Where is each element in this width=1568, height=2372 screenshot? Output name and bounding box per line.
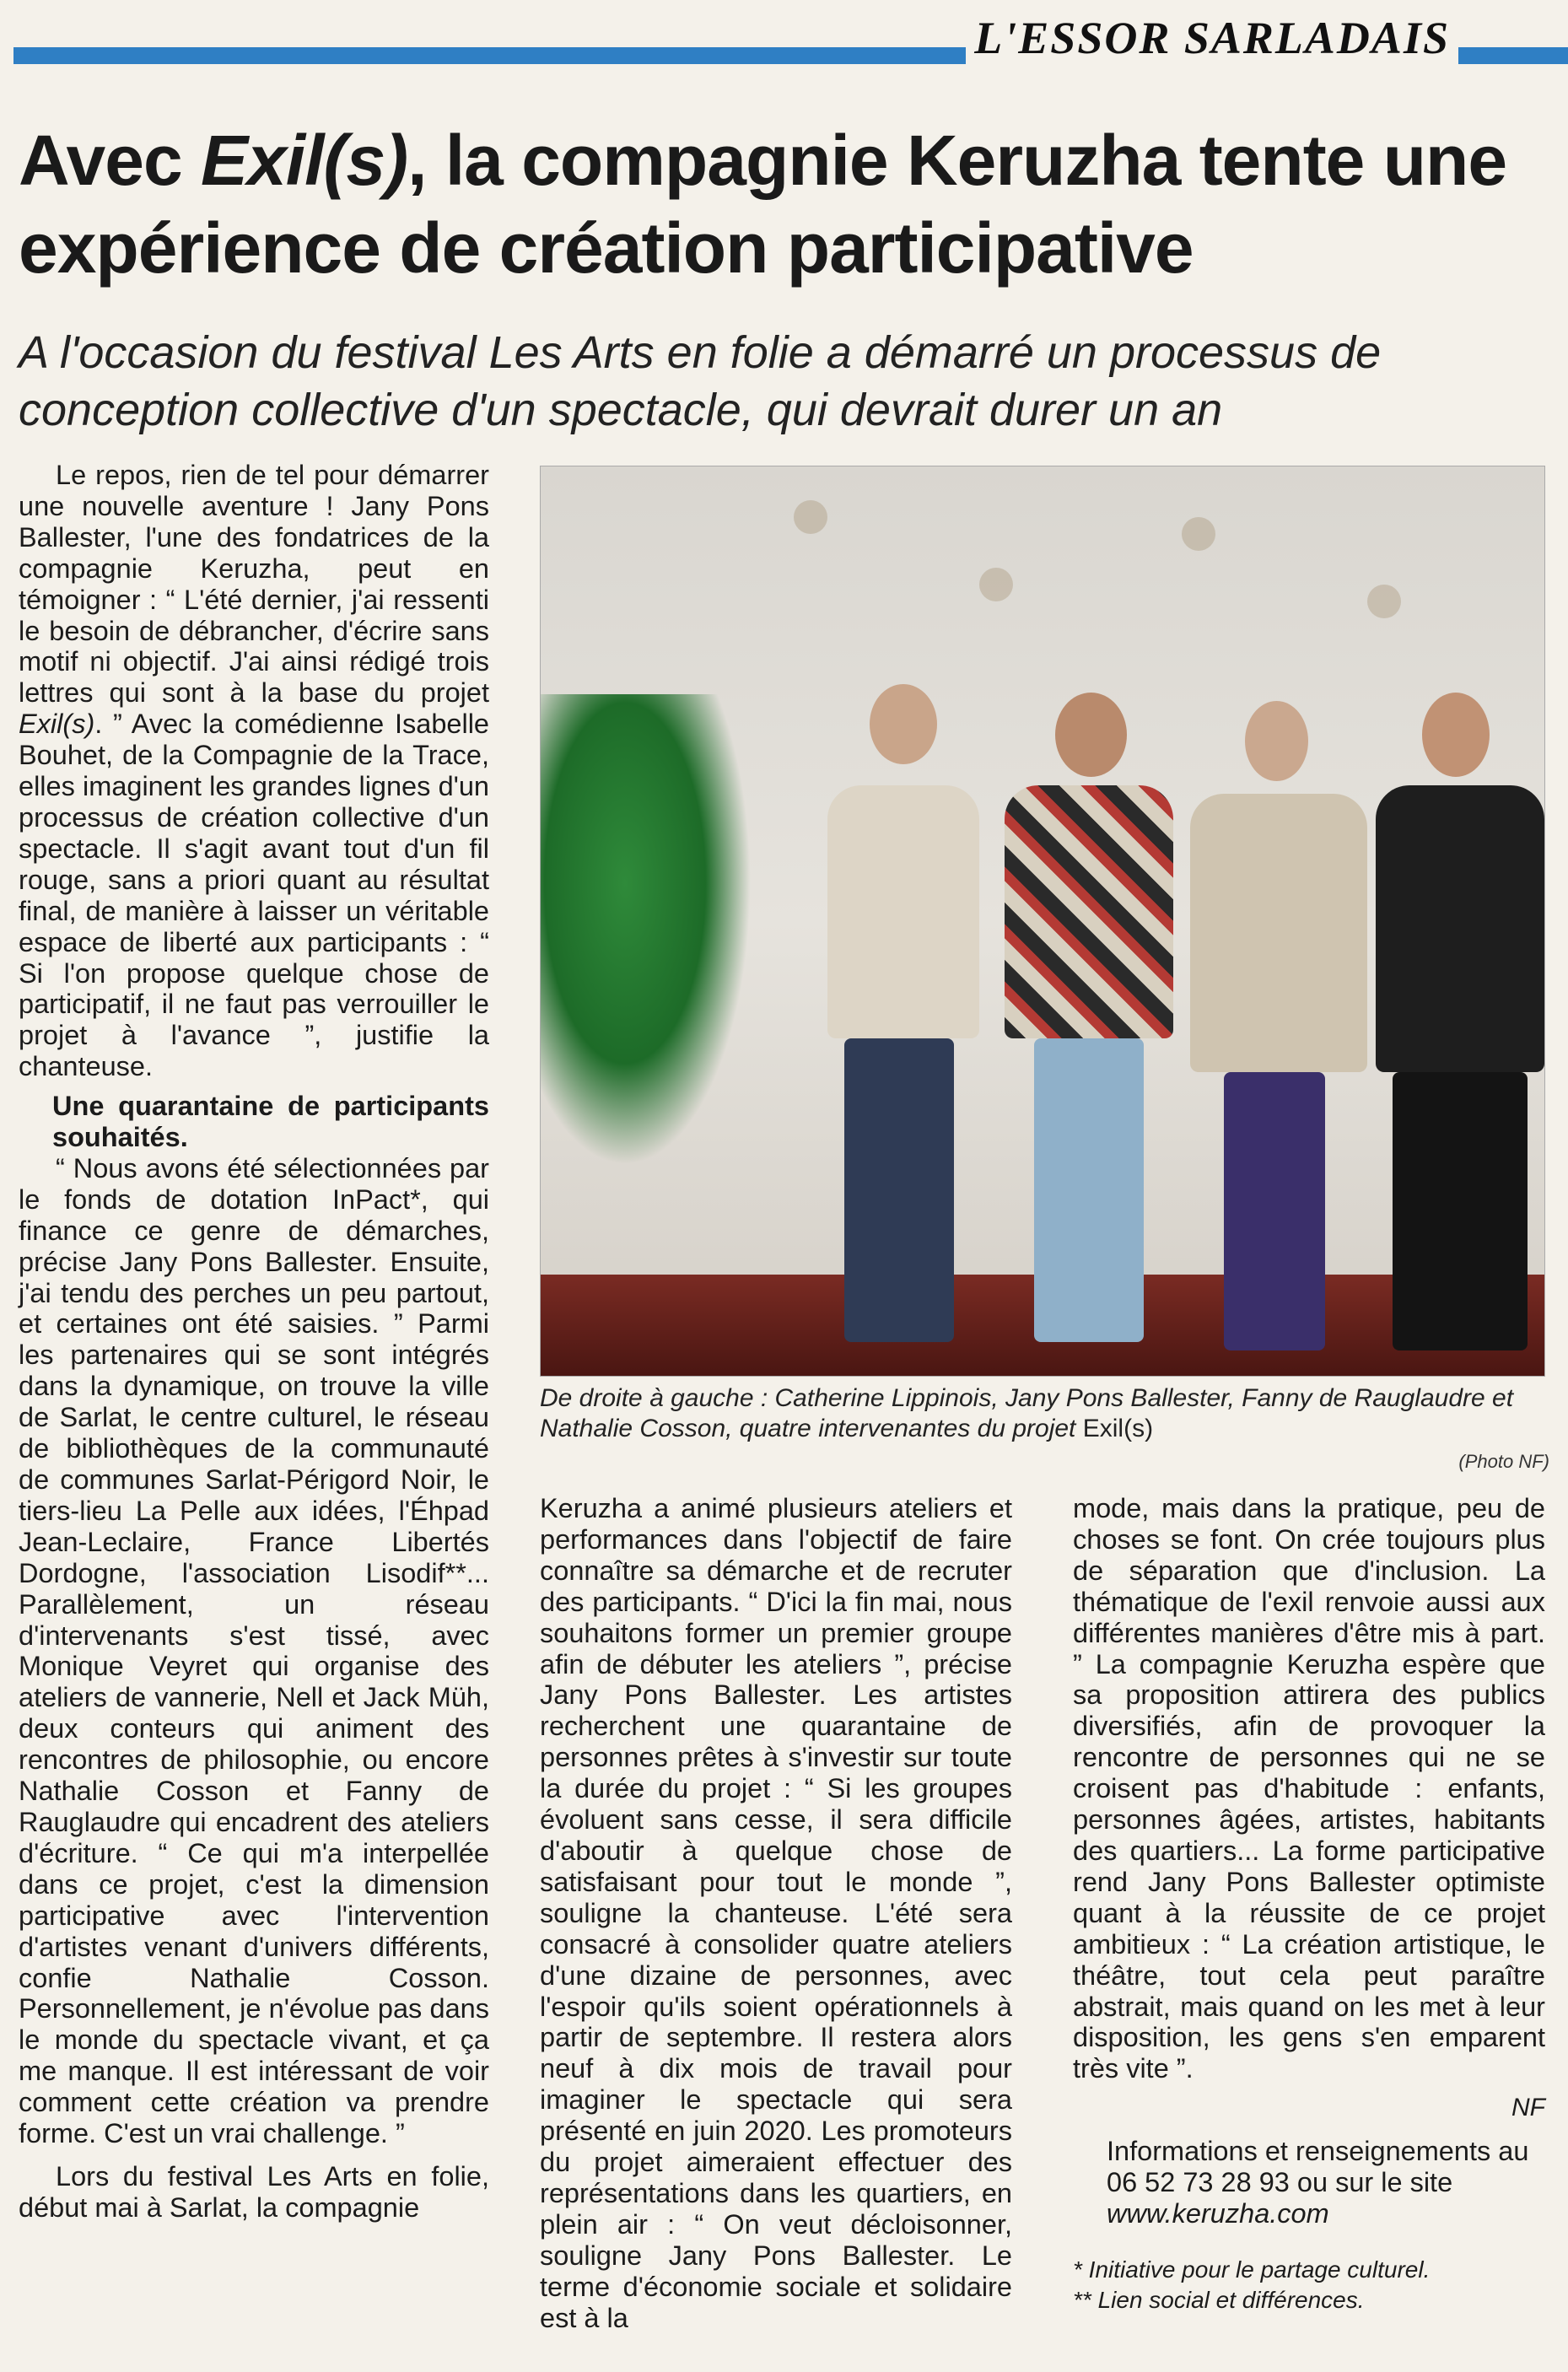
headline-part2: , la compagnie Keruzha tente une expérience de création participative — [19, 121, 1507, 288]
paragraph — [19, 460, 489, 1082]
person-head — [1422, 693, 1490, 777]
headline-italic: Exil(s) — [201, 121, 408, 200]
wall-decoration — [1367, 585, 1401, 618]
footnote: * Initiative pour le partage culturel. — [1073, 2256, 1431, 2283]
paragraph: mode, mais dans la pratique, peu de choses se font. On crée toujours plus de séparation que d'inclusion. La thématique de l'exil renvoie aussi aux différentes manières d'être mis à part. ” La compagnie Keruzha espère que sa proposition attirera des publics diversifiés, afin de provoquer la rencontre de personnes qui ne se croisent pas d'habitude : enfants, personnes âgées, artistes, habitants des quartiers... La forme participative rend Jany Pons Ballester optimiste quant à la réussite de ce projet ambitieux : “ La création artistique, le théâtre, tout cela peut paraître abstrait, mais quand on les met à leur disposition, les gens s'en emparent très vite ”. — [1073, 1493, 1545, 2084]
person-head — [1245, 701, 1308, 781]
wall-decoration — [1182, 517, 1215, 551]
paragraph: “ Nous avons été sélectionnées par le fonds de dotation InPact*, qui finance ce genre de démarches, précise Jany Pons Ballester. Ensuite, j'ai tendu des perches un peu partout, et certaines ont été saisies. ” Parmi les partenaires qui se sont intégrés dans la dynamique, on trouve la ville de Sarlat, le centre culturel, le réseau de bibliothèques de la communauté de communes Sarlat-Périgord Noir, le tiers-lieu La Pelle aux idées, l'Éhpad Jean-Leclaire, France Libertés Dordogne, l'association Lisodif**... Parallèlement, un réseau d'intervenants s'est tissé, avec Monique Veyret qui organise des ateliers de vannerie, Nell et Jack Müh, deux conteurs qui animent des rencontres de philosophie, ou encore Nathalie Cosson et Fanny de Rauglaudre qui encadrent des ateliers d'écriture. “ Ce qui m'a interpellée dans ce projet, c'est la dimension participative avec l'intervention d'artistes venant d'univers différents, confie Nathalie Cosson. Personnellement, je n'évolue pas dans le monde du spectacle vivant, et ça me manque. Il est intéressant de voir comment cette création va prendre forme. C'est un vrai challenge. ” — [19, 1152, 489, 2149]
text-run: Le repos, rien de tel pour démarrer une nouvelle aventure ! Jany Pons Ballester, l'une des fondatrices de la compagnie Keruzha, peut en témoigner : “ L'été dernier, j'ai ressenti le besoin de débrancher, d'écrire sans motif ni objectif. J'ai ainsi rédigé trois lettres qui sont à la base du projet — [19, 460, 489, 709]
wall-decoration — [794, 500, 827, 534]
person-torso — [1005, 785, 1173, 1038]
headline-part1: Avec — [19, 121, 202, 200]
website-link[interactable]: www.keruzha.com — [1107, 2197, 1329, 2229]
column-1 — [19, 460, 489, 2224]
footnotes — [1073, 2255, 1545, 2315]
person-torso — [1376, 785, 1544, 1072]
headline — [19, 116, 1537, 292]
person-torso — [827, 785, 979, 1038]
subhead: A l'occasion du festival Les Arts en folie a démarré un processus de conception collective d'un spectacle, qui devrait durer un an — [19, 327, 1382, 435]
person-legs — [1393, 1072, 1528, 1350]
person-3 — [1190, 701, 1367, 1359]
column-3 — [1073, 1493, 1545, 2315]
column-2 — [540, 1493, 1012, 2333]
person-legs — [1034, 1038, 1144, 1342]
caption-text: De droite à gauche : Catherine Lippinois, Jany Pons Ballester, Fanny de Rauglaudre et Nathalie Cosson, quatre intervenantes du projet — [540, 1384, 1514, 1442]
caption-project: Exil(s) — [1082, 1415, 1154, 1442]
contact-info — [1073, 2136, 1545, 2229]
person-head — [870, 684, 937, 764]
wall-decoration — [979, 568, 1013, 601]
masthead-title: L'ESSOR SARLADAIS — [966, 12, 1458, 64]
section-subtitle: Une quarantaine de participants souhaités. — [52, 1091, 489, 1153]
person-4 — [1376, 693, 1544, 1359]
footnote: ** Lien social et différences. — [1073, 2286, 1365, 2313]
photo-credit: (Photo NF) — [1458, 1451, 1549, 1472]
paragraph: Lors du festival Les Arts en folie, début mai à Sarlat, la compagnie — [19, 2160, 489, 2223]
paragraph: Keruzha a animé plusieurs ateliers et performances dans l'objectif de faire connaître sa démarche et de recruter des participants. “ D'ici la fin mai, nous souhaitons former un premier groupe afin de débuter les ateliers ”, précise Jany Pons Ballester. Les artistes recherchent une quarantaine de personnes prêtes à s'investir sur toute la durée du projet : “ Si les groupes évoluent sans cesse, il sera difficile d'aboutir à quelque chose de satisfaisant pour tout le monde ”, souligne la chanteuse. L'été sera consacré à consolider quatre ateliers d'une dizaine de personnes, avec l'espoir qu'ils soient opérationnels à partir de septembre. Il restera alors neuf à dix mois de travail pour imaginer le spectacle qui sera présenté en juin 2020. Les promoteurs du projet aimeraient effectuer des représentations dans les quartiers, en plein air : “ On veut décloisonner, souligne Jany Pons Ballester. Le terme d'économie sociale et solidaire est à la — [540, 1493, 1012, 2333]
person-torso — [1190, 794, 1367, 1072]
photo-caption — [540, 1383, 1545, 1444]
person-legs — [1224, 1072, 1325, 1350]
text-run: . ” Avec la comédienne Isabelle Bouhet, de la Compagnie de la Trace, elles imaginent les grandes lignes d'un processus de création collective d'un spectacle. Il s'agit avant tout d'un fil rouge, sans a priori quant au résultat final, de manière à laisser un véritable espace de liberté aux participants : “ Si l'on propose quelque chose de participatif, il ne faut pas verrouiller le projet à l'avance ”, justifie la chanteuse. — [19, 709, 489, 1082]
person-head — [1055, 693, 1127, 777]
person-legs — [844, 1038, 954, 1342]
author-signature: NF — [1511, 2094, 1545, 2122]
article-photo — [540, 466, 1545, 1377]
contact-text: Informations et renseignements au 06 52 73 28 93 ou sur le site — [1107, 2136, 1529, 2198]
person-2 — [1005, 693, 1173, 1359]
person-1 — [819, 684, 988, 1359]
text-italic: Exil(s) — [19, 709, 95, 740]
photo-plant — [541, 694, 752, 1167]
